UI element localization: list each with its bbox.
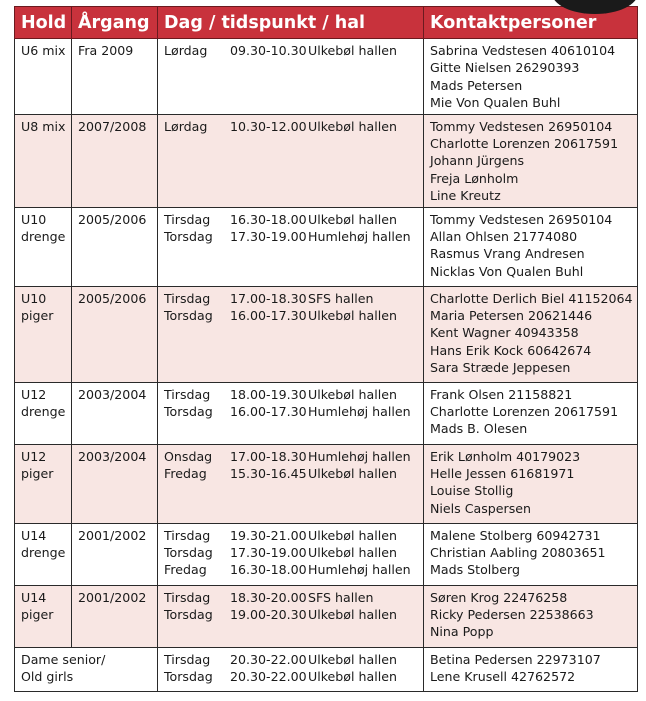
contact-person: Charlotte Lorenzen 20617591 — [430, 404, 619, 420]
contact-person: Ricky Pedersen 22538663 — [430, 607, 594, 623]
contact-person: Sara Stræde Jeppesen — [430, 360, 571, 376]
contact-person: Allan Ohlsen 21774080 — [430, 229, 578, 245]
argang-text: 2001/2002 — [78, 527, 147, 543]
contacts-cell — [424, 207, 638, 286]
schedule-cell — [158, 444, 424, 523]
hold-text: drenge — [21, 229, 66, 245]
argang-text: 2005/2006 — [78, 211, 147, 227]
hold-cell — [15, 647, 158, 691]
session-day: Tirsdag — [164, 211, 211, 227]
contact-person: Mads Petersen — [430, 77, 523, 93]
table-row — [15, 286, 638, 382]
session-day: Lørdag — [164, 43, 208, 58]
contacts-cell — [424, 523, 638, 585]
session-hall: Ulkebøl hallen — [308, 466, 397, 482]
session-time: 16.30-18.00 — [230, 211, 307, 227]
contact-person: Malene Stolberg 60942731 — [430, 527, 601, 543]
hold-text: U6 mix — [21, 43, 66, 58]
session-line — [164, 527, 421, 544]
session-time: 17.30-19.00 — [230, 229, 307, 245]
hold-text: U8 mix — [21, 118, 66, 134]
session-line — [164, 211, 421, 228]
hold-text: piger — [21, 308, 54, 324]
table-row — [15, 39, 638, 115]
contact-person: Erik Lønholm 40179023 — [430, 448, 581, 464]
hold-cell — [15, 286, 72, 382]
session-day: Torsdag — [164, 607, 213, 623]
session-time: 20.30-22.00 — [230, 651, 307, 667]
contacts-cell — [424, 444, 638, 523]
contacts-cell — [424, 114, 638, 207]
contact-person: Charlotte Lorenzen 20617591 — [430, 136, 619, 152]
hold-text: U14 — [21, 527, 47, 543]
table-row — [15, 207, 638, 286]
session-line — [164, 651, 421, 668]
session-hall: Humlehøj hallen — [308, 229, 411, 245]
argang-cell — [72, 585, 158, 647]
hold-text: U10 — [21, 211, 47, 227]
hold-cell — [15, 207, 72, 286]
session-day: Lørdag — [164, 118, 208, 134]
contact-person: Charlotte Derlich Biel 41152064 — [430, 290, 633, 306]
session-line — [164, 561, 421, 578]
contact-person: Tommy Vedstesen 26950104 — [430, 211, 613, 227]
contact-person: Louise Stollig — [430, 483, 514, 499]
session-time: 16.00-17.30 — [230, 404, 307, 420]
session-time: 17.00-18.30 — [230, 448, 307, 464]
contact-person: Niels Caspersen — [430, 500, 532, 516]
hold-text: Old girls — [21, 669, 74, 685]
contact-person: Sabrina Vedstesen 40610104 — [430, 43, 616, 58]
session-time: 16.00-17.30 — [230, 308, 307, 324]
contact-person: Mie Von Qualen Buhl — [430, 95, 561, 111]
session-time: 16.30-18.00 — [230, 562, 307, 578]
header-dag-tidspunkt-hal: Dag / tidspunkt / hal — [158, 7, 424, 39]
session-day: Torsdag — [164, 308, 213, 324]
session-hall: Humlehøj hallen — [308, 448, 411, 464]
session-day: Tirsdag — [164, 589, 211, 605]
team-schedule-table — [14, 6, 638, 692]
session-hall: Ulkebøl hallen — [308, 308, 397, 324]
table-row — [15, 114, 638, 207]
session-line — [164, 403, 421, 420]
contact-person: Betina Pedersen 22973107 — [430, 651, 601, 667]
session-time: 19.30-21.00 — [230, 527, 307, 543]
header-row — [15, 7, 638, 39]
contacts-cell — [424, 382, 638, 444]
contact-person: Tommy Vedstesen 26950104 — [430, 118, 613, 134]
argang-cell — [72, 382, 158, 444]
schedule-cell — [158, 382, 424, 444]
session-day: Fredag — [164, 562, 207, 578]
header-argang: Årgang — [72, 7, 158, 39]
schedule-cell — [158, 523, 424, 585]
hold-cell — [15, 382, 72, 444]
session-day: Torsdag — [164, 669, 213, 685]
session-time: 17.30-19.00 — [230, 545, 307, 561]
session-line — [164, 290, 421, 307]
session-line — [164, 448, 421, 465]
header-kontaktpersoner: Kontaktpersoner — [424, 7, 638, 39]
session-hall: Humlehøj hallen — [308, 562, 411, 578]
table-row — [15, 382, 638, 444]
hold-text: piger — [21, 466, 54, 482]
table-row — [15, 585, 638, 647]
argang-cell — [72, 523, 158, 585]
session-hall: Ulkebøl hallen — [308, 211, 397, 227]
hold-text: piger — [21, 607, 54, 623]
contact-person: Frank Olsen 21158821 — [430, 386, 573, 402]
argang-cell — [72, 444, 158, 523]
contact-person: Maria Petersen 20621446 — [430, 308, 593, 324]
session-line — [164, 386, 421, 403]
table-row — [15, 647, 638, 691]
session-day: Torsdag — [164, 545, 213, 561]
session-day: Torsdag — [164, 404, 213, 420]
contacts-cell — [424, 585, 638, 647]
argang-cell — [72, 114, 158, 207]
session-line — [164, 307, 421, 324]
session-hall: Humlehøj hallen — [308, 404, 411, 420]
contact-person: Johann Jürgens — [430, 153, 525, 169]
session-time: 17.00-18.30 — [230, 290, 307, 306]
argang-cell — [72, 207, 158, 286]
session-hall: SFS hallen — [308, 290, 374, 306]
session-day: Torsdag — [164, 229, 213, 245]
hold-text: U14 — [21, 589, 47, 605]
contacts-cell — [424, 647, 638, 691]
session-day: Onsdag — [164, 448, 213, 464]
session-line — [164, 42, 421, 59]
contact-person: Freja Lønholm — [430, 170, 519, 186]
schedule-cell — [158, 647, 424, 691]
session-hall: Ulkebøl hallen — [308, 651, 397, 667]
session-day: Tirsdag — [164, 290, 211, 306]
contact-person: Søren Krog 22476258 — [430, 589, 568, 605]
table-row — [15, 444, 638, 523]
session-hall: Ulkebøl hallen — [308, 386, 397, 402]
hold-text: Dame senior/ — [21, 651, 106, 667]
argang-text: 2007/2008 — [78, 118, 147, 134]
hold-cell — [15, 444, 72, 523]
schedule-cell — [158, 207, 424, 286]
hold-text: drenge — [21, 404, 66, 420]
session-day: Tirsdag — [164, 527, 211, 543]
session-time: 18.00-19.30 — [230, 386, 307, 402]
contact-person: Christian Aabling 20803651 — [430, 545, 606, 561]
session-time: 15.30-16.45 — [230, 466, 307, 482]
header-hold: Hold — [15, 7, 72, 39]
session-time: 18.30-20.00 — [230, 589, 307, 605]
contact-person: Mads B. Olesen — [430, 421, 528, 437]
hold-text: U10 — [21, 290, 47, 306]
session-line — [164, 544, 421, 561]
contact-person: Rasmus Vrang Andresen — [430, 246, 585, 262]
session-time: 19.00-20.30 — [230, 607, 307, 623]
hold-cell — [15, 523, 72, 585]
contact-person: Gitte Nielsen 26290393 — [430, 60, 580, 76]
schedule-cell — [158, 585, 424, 647]
contact-person: Nicklas Von Qualen Buhl — [430, 263, 584, 279]
session-line — [164, 228, 421, 245]
session-day: Fredag — [164, 466, 207, 482]
session-line — [164, 606, 421, 623]
session-time: 20.30-22.00 — [230, 669, 307, 685]
argang-text: 2003/2004 — [78, 386, 147, 402]
argang-text: 2003/2004 — [78, 448, 147, 464]
contacts-cell — [424, 286, 638, 382]
contact-person: Nina Popp — [430, 624, 494, 640]
contact-person: Hans Erik Kock 60642674 — [430, 342, 592, 358]
session-hall: Ulkebøl hallen — [308, 607, 397, 623]
session-line — [164, 589, 421, 606]
argang-text: 2005/2006 — [78, 290, 147, 306]
session-hall: Ulkebøl hallen — [308, 669, 397, 685]
session-hall: Ulkebøl hallen — [308, 527, 397, 543]
session-hall: Ulkebøl hallen — [308, 545, 397, 561]
session-hall: SFS hallen — [308, 589, 374, 605]
contact-person: Kent Wagner 40943358 — [430, 325, 579, 341]
hold-text: U12 — [21, 448, 47, 464]
session-hall: Ulkebøl hallen — [308, 118, 397, 134]
argang-text: 2001/2002 — [78, 589, 147, 605]
hold-text: drenge — [21, 545, 66, 561]
argang-cell — [72, 39, 158, 115]
schedule-cell — [158, 39, 424, 115]
session-day: Tirsdag — [164, 386, 211, 402]
session-line — [164, 668, 421, 685]
contact-person: Lene Krusell 42762572 — [430, 669, 576, 685]
contact-person: Helle Jessen 61681971 — [430, 466, 575, 482]
session-line — [164, 465, 421, 482]
argang-text: Fra 2009 — [78, 43, 134, 58]
contact-person: Mads Stolberg — [430, 562, 520, 578]
table-row — [15, 523, 638, 585]
hold-text: U12 — [21, 386, 47, 402]
contacts-cell — [424, 39, 638, 115]
session-time: 10.30-12.00 — [230, 118, 307, 134]
contact-person: Line Kreutz — [430, 188, 501, 204]
hold-cell — [15, 39, 72, 115]
session-line — [164, 118, 421, 135]
hold-cell — [15, 585, 72, 647]
session-hall: Ulkebøl hallen — [308, 43, 397, 58]
hold-cell — [15, 114, 72, 207]
session-time: 09.30-10.30 — [230, 43, 307, 58]
schedule-cell — [158, 286, 424, 382]
session-day: Tirsdag — [164, 651, 211, 667]
argang-cell — [72, 286, 158, 382]
schedule-cell — [158, 114, 424, 207]
